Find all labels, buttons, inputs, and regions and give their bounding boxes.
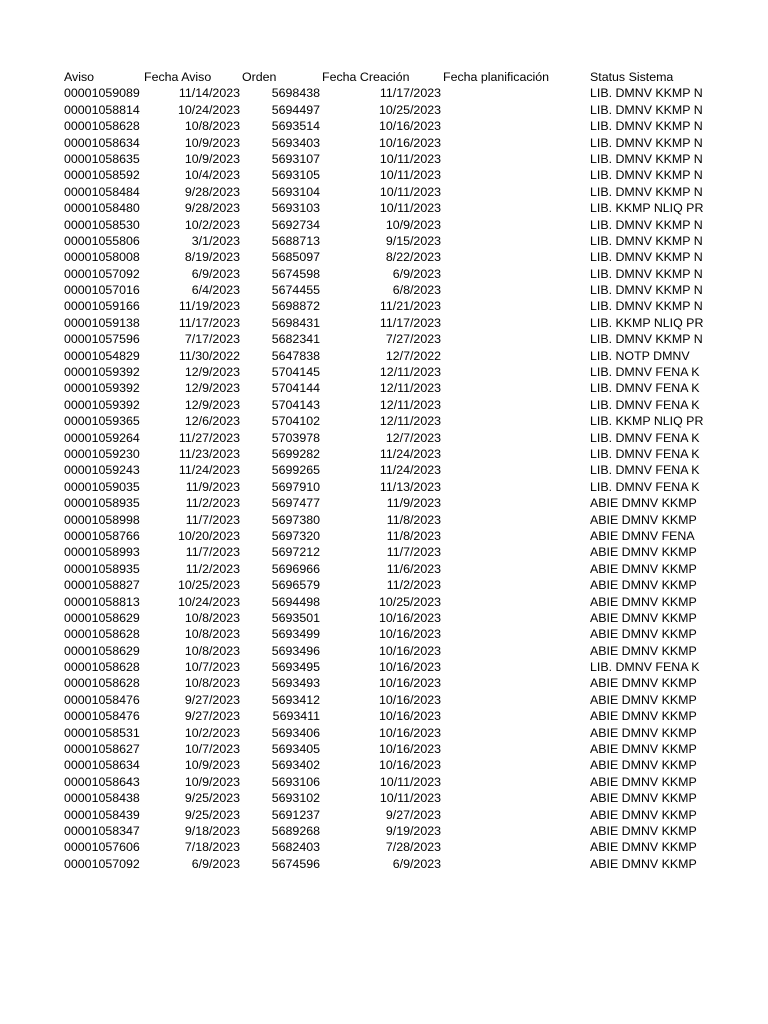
cell-fecha-creacion: 12/11/2023 (379, 381, 441, 396)
cell-fecha-creacion: 6/8/2023 (392, 283, 441, 298)
cell-aviso: 00001058628 (64, 660, 140, 675)
cell-aviso: 00001058827 (64, 578, 140, 593)
cell-fecha-creacion: 10/11/2023 (379, 168, 441, 183)
cell-aviso: 00001058635 (64, 151, 140, 166)
cell-orden: 5693412 (271, 692, 320, 707)
cell-aviso: 00001058628 (64, 119, 140, 134)
cell-aviso: 00001058766 (64, 528, 140, 543)
cell-status-sistema: LIB. DMNV FENA K (590, 479, 700, 494)
cell-orden: 5691237 (271, 807, 320, 822)
cell-orden: 5688713 (271, 233, 320, 248)
cell-orden: 5693493 (271, 676, 320, 691)
cell-fecha-creacion: 12/11/2023 (379, 397, 441, 412)
cell-aviso: 00001058439 (64, 807, 140, 822)
cell-status-sistema: LIB. DMNV KKMP N (590, 135, 703, 150)
cell-fecha-aviso: 10/8/2023 (184, 676, 240, 691)
header-fecha-creacion: Fecha Creación (322, 70, 410, 84)
table-row (0, 462, 768, 478)
cell-orden: 5693501 (271, 610, 320, 625)
cell-aviso: 00001059138 (64, 315, 140, 330)
cell-aviso: 00001059365 (64, 414, 140, 429)
cell-fecha-aviso: 9/27/2023 (184, 709, 240, 724)
cell-orden: 5693103 (271, 201, 320, 216)
cell-status-sistema: LIB. DMNV FENA K (590, 446, 700, 461)
cell-orden: 5693411 (272, 709, 320, 724)
cell-orden: 5692734 (271, 217, 320, 232)
cell-status-sistema: LIB. DMNV KKMP N (590, 86, 703, 101)
cell-fecha-creacion: 10/16/2023 (378, 758, 441, 773)
cell-fecha-aviso: 11/7/2023 (185, 545, 240, 560)
cell-aviso: 00001057092 (64, 266, 140, 281)
table-row (0, 184, 768, 200)
table-row (0, 380, 768, 396)
cell-status-sistema: LIB. DMNV FENA K (590, 365, 700, 380)
table-row (0, 774, 768, 790)
table-row (0, 266, 768, 282)
cell-orden: 5698431 (271, 315, 320, 330)
cell-status-sistema: ABIE DMNV KKMP (590, 791, 697, 806)
cell-fecha-creacion: 11/8/2023 (386, 512, 441, 527)
table-row (0, 200, 768, 216)
cell-orden: 5693405 (271, 742, 320, 757)
cell-status-sistema: ABIE DMNV KKMP (590, 823, 697, 838)
cell-status-sistema: LIB. DMNV FENA K (590, 430, 700, 445)
cell-aviso: 00001058476 (64, 692, 140, 707)
cell-fecha-creacion: 11/17/2023 (379, 86, 441, 101)
cell-status-sistema: ABIE DMNV KKMP (590, 610, 697, 625)
table-row (0, 594, 768, 610)
cell-fecha-aviso: 9/25/2023 (184, 807, 240, 822)
cell-orden: 5693105 (271, 168, 320, 183)
cell-status-sistema: ABIE DMNV KKMP (590, 758, 697, 773)
cell-aviso: 00001058628 (64, 676, 140, 691)
cell-fecha-aviso: 11/9/2023 (185, 479, 240, 494)
cell-fecha-aviso: 10/7/2023 (184, 660, 240, 675)
table-row (0, 233, 768, 249)
cell-fecha-aviso: 12/6/2023 (184, 414, 240, 429)
cell-status-sistema: LIB. DMNV KKMP N (590, 168, 703, 183)
cell-status-sistema: ABIE DMNV KKMP (590, 725, 697, 740)
cell-orden: 5704143 (271, 397, 320, 412)
cell-fecha-creacion: 10/16/2023 (378, 692, 441, 707)
cell-fecha-creacion: 10/11/2023 (379, 184, 441, 199)
table-row (0, 151, 768, 167)
cell-status-sistema: LIB. DMNV FENA K (590, 660, 700, 675)
cell-aviso: 00001058634 (64, 135, 140, 150)
cell-status-sistema: LIB. DMNV KKMP N (590, 217, 703, 232)
cell-orden: 5674598 (271, 266, 320, 281)
table-row (0, 167, 768, 183)
cell-fecha-aviso: 3/1/2023 (191, 233, 240, 248)
cell-fecha-aviso: 9/25/2023 (184, 791, 240, 806)
cell-orden: 5693104 (271, 184, 320, 199)
cell-aviso: 00001058347 (64, 823, 140, 838)
cell-status-sistema: ABIE DMNV KKMP (590, 856, 697, 871)
cell-fecha-creacion: 11/8/2023 (386, 528, 441, 543)
cell-status-sistema: LIB. DMNV KKMP N (590, 332, 703, 347)
cell-status-sistema: LIB. KKMP NLIQ PR (590, 315, 704, 330)
cell-aviso: 00001059166 (64, 299, 140, 314)
cell-aviso: 00001058993 (64, 545, 140, 560)
cell-aviso: 00001058935 (64, 561, 140, 576)
cell-orden: 5696579 (271, 578, 320, 593)
table-row (0, 479, 768, 495)
cell-fecha-aviso: 10/9/2023 (184, 758, 240, 773)
cell-fecha-aviso: 11/2/2023 (185, 561, 240, 576)
cell-fecha-aviso: 6/9/2023 (191, 856, 240, 871)
cell-fecha-aviso: 11/2/2023 (185, 496, 240, 511)
table-row (0, 610, 768, 626)
table-row (0, 282, 768, 298)
cell-status-sistema: LIB. DMNV KKMP N (590, 184, 703, 199)
cell-orden: 5698438 (271, 86, 320, 101)
cell-fecha-aviso: 10/2/2023 (184, 725, 240, 740)
cell-aviso: 00001058634 (64, 758, 140, 773)
cell-status-sistema: ABIE DMNV KKMP (590, 578, 697, 593)
header-aviso: Aviso (64, 70, 95, 84)
cell-fecha-aviso: 10/24/2023 (177, 594, 240, 609)
cell-aviso: 00001058643 (64, 774, 140, 789)
cell-fecha-aviso: 11/27/2023 (178, 430, 240, 445)
cell-aviso: 00001058530 (64, 217, 140, 232)
table-row (0, 102, 768, 118)
cell-fecha-creacion: 11/24/2023 (379, 463, 441, 478)
cell-aviso: 00001059392 (64, 397, 140, 412)
cell-orden: 5693406 (271, 725, 320, 740)
table-row (0, 643, 768, 659)
cell-orden: 5697477 (271, 496, 320, 511)
cell-fecha-creacion: 11/9/2023 (386, 496, 441, 511)
cell-status-sistema: ABIE DMNV KKMP (590, 709, 697, 724)
cell-fecha-aviso: 8/19/2023 (184, 250, 240, 265)
cell-orden: 5697380 (271, 512, 320, 527)
table-row (0, 495, 768, 511)
table-row (0, 397, 768, 413)
cell-fecha-aviso: 12/9/2023 (184, 365, 240, 380)
cell-fecha-creacion: 10/16/2023 (378, 676, 441, 691)
cell-fecha-creacion: 11/6/2023 (386, 561, 441, 576)
table-row (0, 364, 768, 380)
cell-fecha-creacion: 10/16/2023 (378, 610, 441, 625)
cell-fecha-creacion: 8/22/2023 (385, 250, 441, 265)
cell-aviso: 00001058480 (64, 201, 140, 216)
cell-fecha-creacion: 10/16/2023 (378, 742, 441, 757)
cell-status-sistema: LIB. DMNV KKMP N (590, 233, 703, 248)
cell-orden: 5693496 (271, 643, 320, 658)
cell-status-sistema: ABIE DMNV KKMP (590, 561, 697, 576)
cell-fecha-creacion: 10/16/2023 (378, 643, 441, 658)
cell-status-sistema: ABIE DMNV KKMP (590, 676, 697, 691)
cell-aviso: 00001058008 (64, 250, 140, 265)
cell-orden: 5682403 (271, 840, 320, 855)
cell-fecha-aviso: 10/24/2023 (177, 102, 240, 117)
cell-orden: 5693514 (271, 119, 320, 134)
table-row (0, 249, 768, 265)
cell-fecha-creacion: 9/15/2023 (385, 233, 441, 248)
table-row (0, 757, 768, 773)
cell-status-sistema: ABIE DMNV KKMP (590, 692, 697, 707)
cell-fecha-aviso: 10/9/2023 (184, 151, 240, 166)
cell-orden: 5689268 (271, 823, 320, 838)
cell-orden: 5682341 (271, 332, 320, 347)
cell-fecha-creacion: 6/9/2023 (392, 856, 441, 871)
cell-orden: 5693106 (271, 774, 320, 789)
cell-fecha-creacion: 6/9/2023 (392, 266, 441, 281)
cell-aviso: 00001058592 (64, 168, 140, 183)
table-row (0, 692, 768, 708)
cell-orden: 5704102 (271, 414, 320, 429)
header-fecha-aviso: Fecha Aviso (144, 70, 212, 84)
cell-aviso: 00001059089 (64, 86, 140, 101)
table-row (0, 675, 768, 691)
cell-fecha-creacion: 11/17/2023 (379, 315, 441, 330)
table-row (0, 577, 768, 593)
cell-aviso: 00001057596 (64, 332, 140, 347)
cell-fecha-aviso: 10/7/2023 (184, 742, 240, 757)
cell-fecha-creacion: 12/7/2023 (385, 430, 441, 445)
cell-status-sistema: ABIE DMNV KKMP (590, 627, 697, 642)
cell-fecha-aviso: 10/9/2023 (184, 135, 240, 150)
cell-aviso: 00001058484 (64, 184, 140, 199)
table-row (0, 118, 768, 134)
cell-orden: 5697212 (271, 545, 320, 560)
cell-fecha-aviso: 9/28/2023 (184, 201, 240, 216)
table-row (0, 839, 768, 855)
cell-orden: 5696966 (271, 561, 320, 576)
table-row (0, 430, 768, 446)
cell-orden: 5693403 (271, 135, 320, 150)
cell-fecha-aviso: 10/25/2023 (177, 578, 240, 593)
cell-orden: 5694498 (271, 594, 320, 609)
cell-fecha-aviso: 10/8/2023 (184, 627, 240, 642)
cell-fecha-creacion: 9/27/2023 (385, 807, 441, 822)
cell-orden: 5699282 (271, 446, 320, 461)
cell-status-sistema: ABIE DMNV KKMP (590, 496, 697, 511)
table-row (0, 85, 768, 101)
cell-status-sistema: LIB. DMNV KKMP N (590, 102, 703, 117)
cell-status-sistema: ABIE DMNV FENA (590, 528, 695, 543)
cell-status-sistema: ABIE DMNV KKMP (590, 594, 697, 609)
cell-status-sistema: ABIE DMNV KKMP (590, 512, 697, 527)
cell-orden: 5693402 (271, 758, 320, 773)
cell-fecha-creacion: 10/11/2023 (379, 791, 441, 806)
cell-fecha-aviso: 9/28/2023 (184, 184, 240, 199)
table-row (0, 725, 768, 741)
cell-status-sistema: ABIE DMNV KKMP (590, 643, 697, 658)
cell-status-sistema: LIB. DMNV KKMP N (590, 299, 703, 314)
cell-orden: 5697910 (271, 479, 320, 494)
cell-fecha-aviso: 10/8/2023 (184, 610, 240, 625)
cell-fecha-aviso: 10/2/2023 (184, 217, 240, 232)
cell-fecha-aviso: 6/4/2023 (191, 283, 240, 298)
cell-aviso: 00001057016 (64, 283, 140, 298)
table-row (0, 446, 768, 462)
cell-status-sistema: LIB. DMNV KKMP N (590, 266, 703, 281)
cell-aviso: 00001058814 (64, 102, 140, 117)
cell-fecha-aviso: 7/17/2023 (184, 332, 240, 347)
cell-aviso: 00001059392 (64, 381, 140, 396)
cell-orden: 5694497 (271, 102, 320, 117)
table-row (0, 823, 768, 839)
cell-aviso: 00001055806 (64, 233, 140, 248)
cell-status-sistema: LIB. DMNV FENA K (590, 397, 700, 412)
cell-status-sistema: ABIE DMNV KKMP (590, 545, 697, 560)
cell-aviso: 00001059392 (64, 365, 140, 380)
cell-fecha-creacion: 10/16/2023 (378, 135, 441, 150)
cell-status-sistema: ABIE DMNV KKMP (590, 807, 697, 822)
spreadsheet-table (0, 69, 768, 872)
cell-fecha-creacion: 10/16/2023 (378, 709, 441, 724)
cell-fecha-creacion: 10/16/2023 (378, 119, 441, 134)
cell-orden: 5693107 (271, 151, 320, 166)
table-row (0, 135, 768, 151)
cell-orden: 5693495 (271, 660, 320, 675)
cell-aviso: 00001059243 (64, 463, 140, 478)
table-body (0, 85, 768, 872)
cell-aviso: 00001058476 (64, 709, 140, 724)
cell-aviso: 00001057092 (64, 856, 140, 871)
cell-orden: 5704145 (271, 365, 320, 380)
cell-fecha-aviso: 9/18/2023 (184, 823, 240, 838)
table-row (0, 790, 768, 806)
cell-fecha-aviso: 10/8/2023 (184, 643, 240, 658)
cell-aviso: 00001059264 (64, 430, 140, 445)
cell-fecha-aviso: 7/18/2023 (184, 840, 240, 855)
table-row (0, 331, 768, 347)
cell-aviso: 00001058998 (64, 512, 140, 527)
cell-fecha-creacion: 7/27/2023 (385, 332, 441, 347)
cell-fecha-creacion: 10/16/2023 (378, 627, 441, 642)
header-row (0, 69, 768, 85)
cell-fecha-creacion: 10/25/2023 (378, 102, 441, 117)
table-row (0, 659, 768, 675)
table-row (0, 217, 768, 233)
cell-aviso: 00001058628 (64, 627, 140, 642)
cell-fecha-creacion: 10/25/2023 (378, 594, 441, 609)
cell-aviso: 00001058629 (64, 610, 140, 625)
cell-status-sistema: LIB. NOTP DMNV (590, 348, 690, 363)
cell-fecha-creacion: 12/11/2023 (379, 414, 441, 429)
cell-aviso: 00001054829 (64, 348, 140, 363)
cell-fecha-creacion: 10/11/2023 (379, 774, 441, 789)
cell-status-sistema: LIB. DMNV KKMP N (590, 250, 703, 265)
cell-orden: 5693499 (271, 627, 320, 642)
cell-fecha-creacion: 11/24/2023 (379, 446, 441, 461)
cell-status-sistema: ABIE DMNV KKMP (590, 774, 697, 789)
cell-orden: 5674596 (271, 856, 320, 871)
cell-fecha-creacion: 10/16/2023 (378, 660, 441, 675)
cell-fecha-creacion: 11/7/2023 (386, 545, 441, 560)
table-row (0, 528, 768, 544)
cell-aviso: 00001058629 (64, 643, 140, 658)
cell-fecha-creacion: 11/13/2023 (379, 479, 441, 494)
cell-aviso: 00001058531 (64, 725, 140, 740)
cell-orden: 5647838 (271, 348, 320, 363)
cell-aviso: 00001058813 (64, 594, 140, 609)
cell-fecha-creacion: 10/9/2023 (385, 217, 441, 232)
cell-orden: 5703978 (271, 430, 320, 445)
table-row (0, 626, 768, 642)
table-row (0, 741, 768, 757)
cell-fecha-aviso: 6/9/2023 (191, 266, 240, 281)
header-status-sistema: Status Sistema (590, 70, 674, 84)
cell-status-sistema: LIB. DMNV FENA K (590, 463, 700, 478)
cell-fecha-aviso: 9/27/2023 (184, 692, 240, 707)
cell-aviso: 00001058935 (64, 496, 140, 511)
cell-fecha-aviso: 10/4/2023 (184, 168, 240, 183)
cell-status-sistema: LIB. KKMP NLIQ PR (590, 201, 704, 216)
cell-aviso: 00001058438 (64, 791, 140, 806)
cell-fecha-aviso: 10/8/2023 (184, 119, 240, 134)
table-row (0, 544, 768, 560)
cell-fecha-creacion: 12/11/2023 (379, 365, 441, 380)
cell-orden: 5699265 (271, 463, 320, 478)
cell-fecha-creacion: 12/7/2022 (385, 348, 441, 363)
cell-orden: 5674455 (271, 283, 320, 298)
cell-fecha-aviso: 12/9/2023 (184, 381, 240, 396)
cell-status-sistema: ABIE DMNV KKMP (590, 840, 697, 855)
cell-fecha-creacion: 10/11/2023 (379, 151, 441, 166)
cell-aviso: 00001059230 (64, 446, 140, 461)
cell-orden: 5698872 (271, 299, 320, 314)
table-row (0, 807, 768, 823)
cell-status-sistema: LIB. DMNV FENA K (590, 381, 700, 396)
cell-fecha-aviso: 11/24/2023 (178, 463, 240, 478)
cell-aviso: 00001057606 (64, 840, 140, 855)
table-row (0, 413, 768, 429)
table-row (0, 708, 768, 724)
cell-orden: 5693102 (271, 791, 320, 806)
cell-fecha-creacion: 10/11/2023 (379, 201, 441, 216)
cell-fecha-aviso: 11/19/2023 (178, 299, 240, 314)
cell-orden: 5704144 (271, 381, 320, 396)
table-row (0, 348, 768, 364)
cell-fecha-aviso: 11/14/2023 (178, 86, 240, 101)
cell-fecha-creacion: 10/16/2023 (378, 725, 441, 740)
cell-fecha-aviso: 10/20/2023 (177, 528, 240, 543)
table-row (0, 315, 768, 331)
cell-aviso: 00001059035 (64, 479, 140, 494)
cell-status-sistema: LIB. DMNV KKMP N (590, 151, 703, 166)
cell-fecha-creacion: 9/19/2023 (385, 823, 441, 838)
cell-fecha-aviso: 10/9/2023 (184, 774, 240, 789)
table-row (0, 298, 768, 314)
cell-status-sistema: LIB. DMNV KKMP N (590, 119, 703, 134)
cell-fecha-aviso: 11/7/2023 (185, 512, 240, 527)
cell-fecha-aviso: 12/9/2023 (184, 397, 240, 412)
cell-fecha-aviso: 11/17/2023 (178, 315, 240, 330)
cell-orden: 5697320 (271, 528, 320, 543)
cell-fecha-creacion: 7/28/2023 (385, 840, 441, 855)
cell-orden: 5685097 (271, 250, 320, 265)
cell-status-sistema: LIB. DMNV KKMP N (590, 283, 703, 298)
cell-aviso: 00001058627 (64, 742, 140, 757)
cell-fecha-aviso: 11/30/2022 (178, 348, 240, 363)
header-fecha-planificacion: Fecha planificación (443, 70, 550, 84)
table-row (0, 856, 768, 872)
cell-fecha-aviso: 11/23/2023 (178, 446, 240, 461)
cell-status-sistema: LIB. KKMP NLIQ PR (590, 414, 704, 429)
table-row (0, 512, 768, 528)
cell-fecha-creacion: 11/21/2023 (379, 299, 441, 314)
header-orden: Orden (242, 70, 277, 84)
table-row (0, 561, 768, 577)
cell-status-sistema: ABIE DMNV KKMP (590, 742, 697, 757)
cell-fecha-creacion: 11/2/2023 (386, 578, 441, 593)
